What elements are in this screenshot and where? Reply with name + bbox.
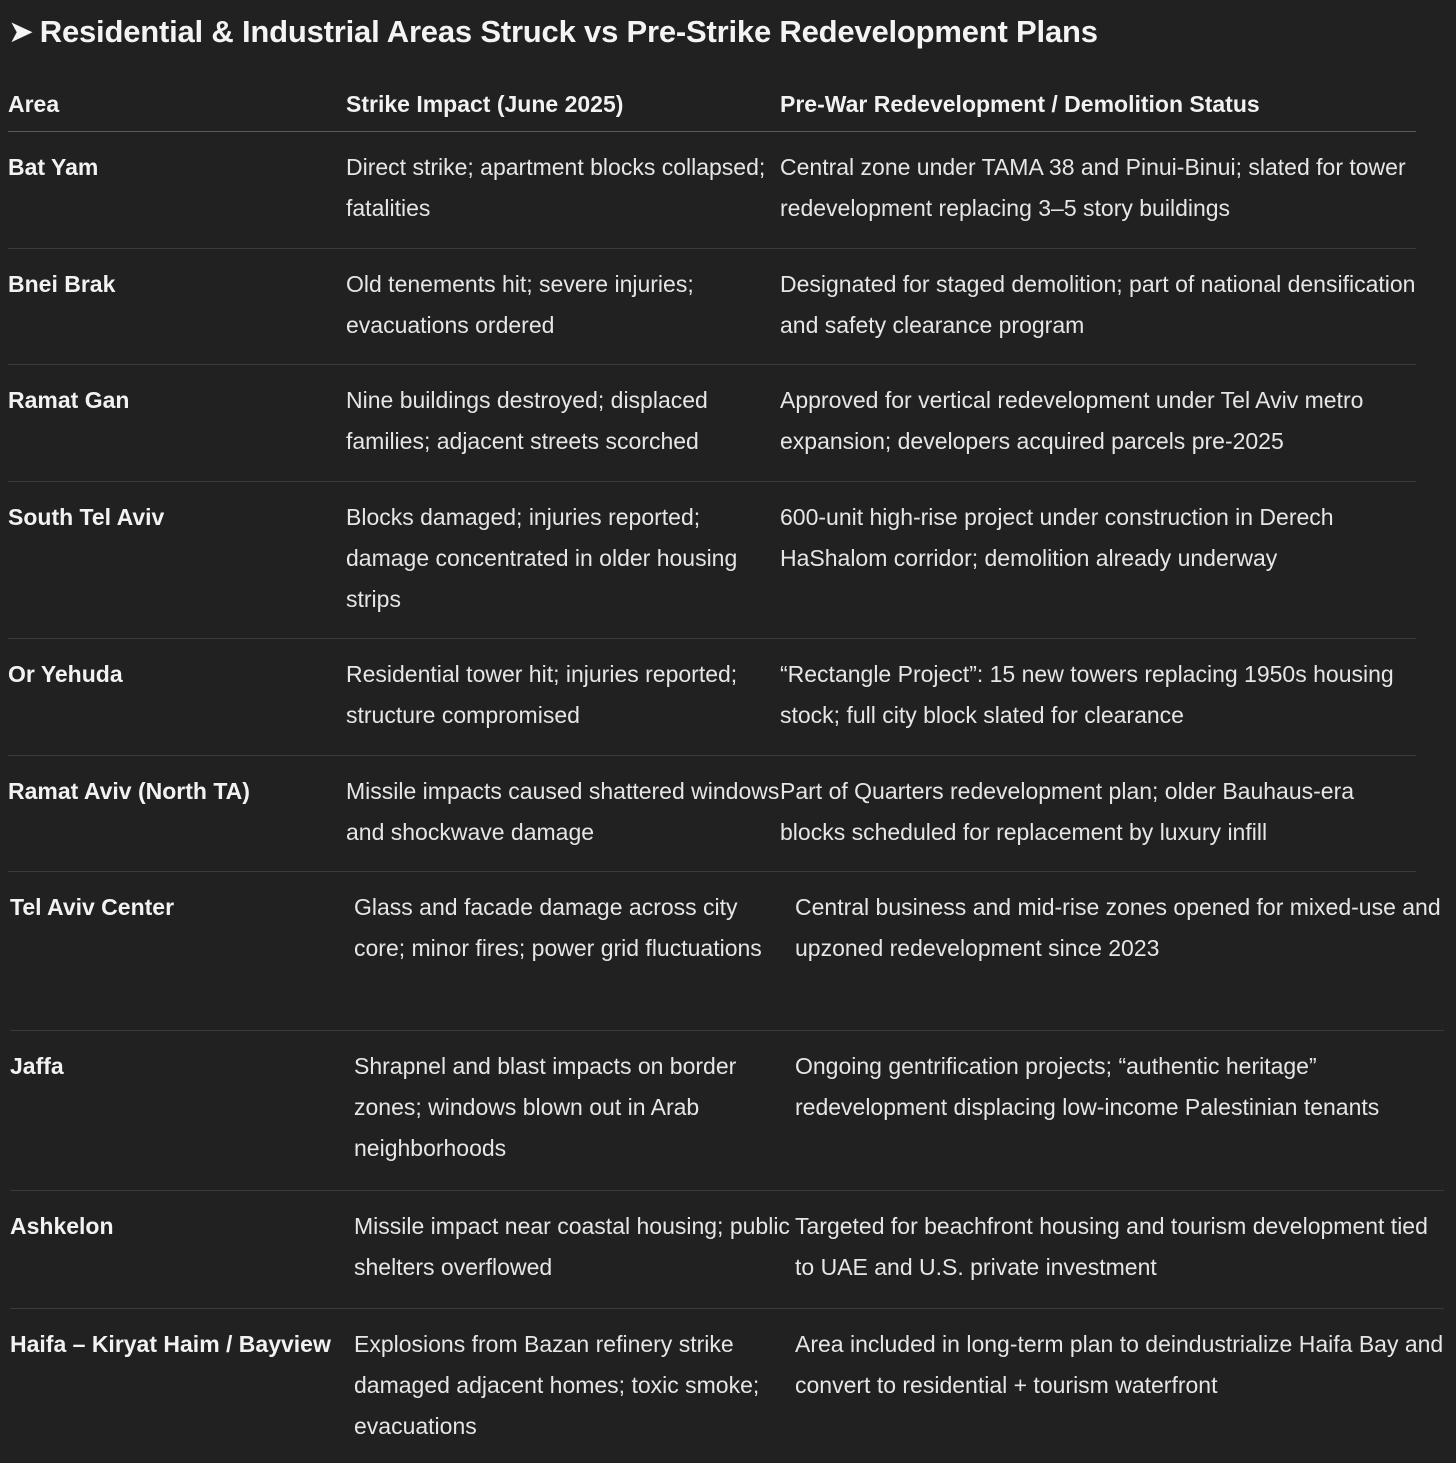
status-cell: Ongoing gentrification projects; “authentic heritage” redevelopment displacing low-income Palestinian tenants xyxy=(795,1053,1380,1120)
data-table-continued xyxy=(10,872,1444,1459)
impact-cell: Missile impacts caused shattered windows and shockwave damage xyxy=(346,778,780,845)
column-header-status: Pre-War Redevelopment / Demolition Status xyxy=(780,91,1260,117)
page-title xyxy=(8,14,1098,50)
arrow-icon: ➤ xyxy=(8,14,34,49)
table-header-row xyxy=(8,84,1416,132)
status-cell: Targeted for beachfront housing and tourism development tied to UAE and U.S. private investment xyxy=(795,1213,1428,1280)
table-row xyxy=(8,756,1416,872)
impact-cell: Glass and facade damage across city core; minor fires; power grid fluctuations xyxy=(354,894,762,961)
area-cell: Bnei Brak xyxy=(8,271,116,297)
table-row xyxy=(8,639,1416,756)
table-row xyxy=(10,1031,1444,1191)
table-row xyxy=(8,249,1416,365)
column-header-impact: Strike Impact (June 2025) xyxy=(346,91,624,117)
impact-cell: Shrapnel and blast impacts on border zones; windows blown out in Arab neighborhoods xyxy=(354,1053,737,1161)
status-cell: Part of Quarters redevelopment plan; older Bauhaus-era blocks scheduled for replacement by luxury infill xyxy=(780,778,1355,845)
area-cell: Haifa – Kiryat Haim / Bayview xyxy=(10,1331,331,1357)
status-cell: 600-unit high-rise project under construction in Derech HaShalom corridor; demolition already underway xyxy=(780,504,1334,571)
impact-cell: Old tenements hit; severe injuries; evacuations ordered xyxy=(346,271,694,338)
area-cell: Tel Aviv Center xyxy=(10,894,175,920)
impact-cell: Explosions from Bazan refinery strike damaged adjacent homes; toxic smoke; evacuations xyxy=(354,1331,760,1439)
impact-cell: Residential tower hit; injuries reported; structure compromised xyxy=(346,661,738,728)
status-cell: Designated for staged demolition; part of national densification and safety clearance program xyxy=(780,271,1416,338)
table-row xyxy=(10,1191,1444,1309)
table-row xyxy=(8,132,1416,249)
page-title-text: Residential & Industrial Areas Struck vs Pre-Strike Redevelopment Plans xyxy=(39,14,1098,49)
table-row xyxy=(8,482,1416,639)
impact-cell: Blocks damaged; injuries reported; damage concentrated in older housing strips xyxy=(346,504,738,612)
area-cell: Or Yehuda xyxy=(8,661,123,687)
status-cell: “Rectangle Project”: 15 new towers replacing 1950s housing stock; full city block slated for clearance xyxy=(780,661,1394,728)
status-cell: Area included in long-term plan to deindustrialize Haifa Bay and convert to residential + tourism waterfront xyxy=(795,1331,1444,1398)
table-row xyxy=(10,872,1444,1031)
impact-cell: Missile impact near coastal housing; public shelters overflowed xyxy=(354,1213,790,1280)
area-cell: South Tel Aviv xyxy=(8,504,165,530)
area-cell: Ramat Gan xyxy=(8,387,130,413)
table-row xyxy=(10,1309,1444,1459)
area-cell: Bat Yam xyxy=(8,154,99,180)
area-cell: Ramat Aviv (North TA) xyxy=(8,778,250,804)
table-row xyxy=(8,365,1416,482)
impact-cell: Direct strike; apartment blocks collapsed; fatalities xyxy=(346,154,766,221)
data-table xyxy=(8,84,1416,872)
status-cell: Approved for vertical redevelopment under Tel Aviv metro expansion; developers acquired parcels pre-2025 xyxy=(780,387,1364,454)
column-header-area: Area xyxy=(8,91,60,117)
area-cell: Ashkelon xyxy=(10,1213,114,1239)
status-cell: Central business and mid-rise zones opened for mixed-use and upzoned redevelopment since 2023 xyxy=(795,894,1441,961)
area-cell: Jaffa xyxy=(10,1053,64,1079)
impact-cell: Nine buildings destroyed; displaced families; adjacent streets scorched xyxy=(346,387,708,454)
status-cell: Central zone under TAMA 38 and Pinui-Binui; slated for tower redevelopment replacing 3–5 story buildings xyxy=(780,154,1406,221)
